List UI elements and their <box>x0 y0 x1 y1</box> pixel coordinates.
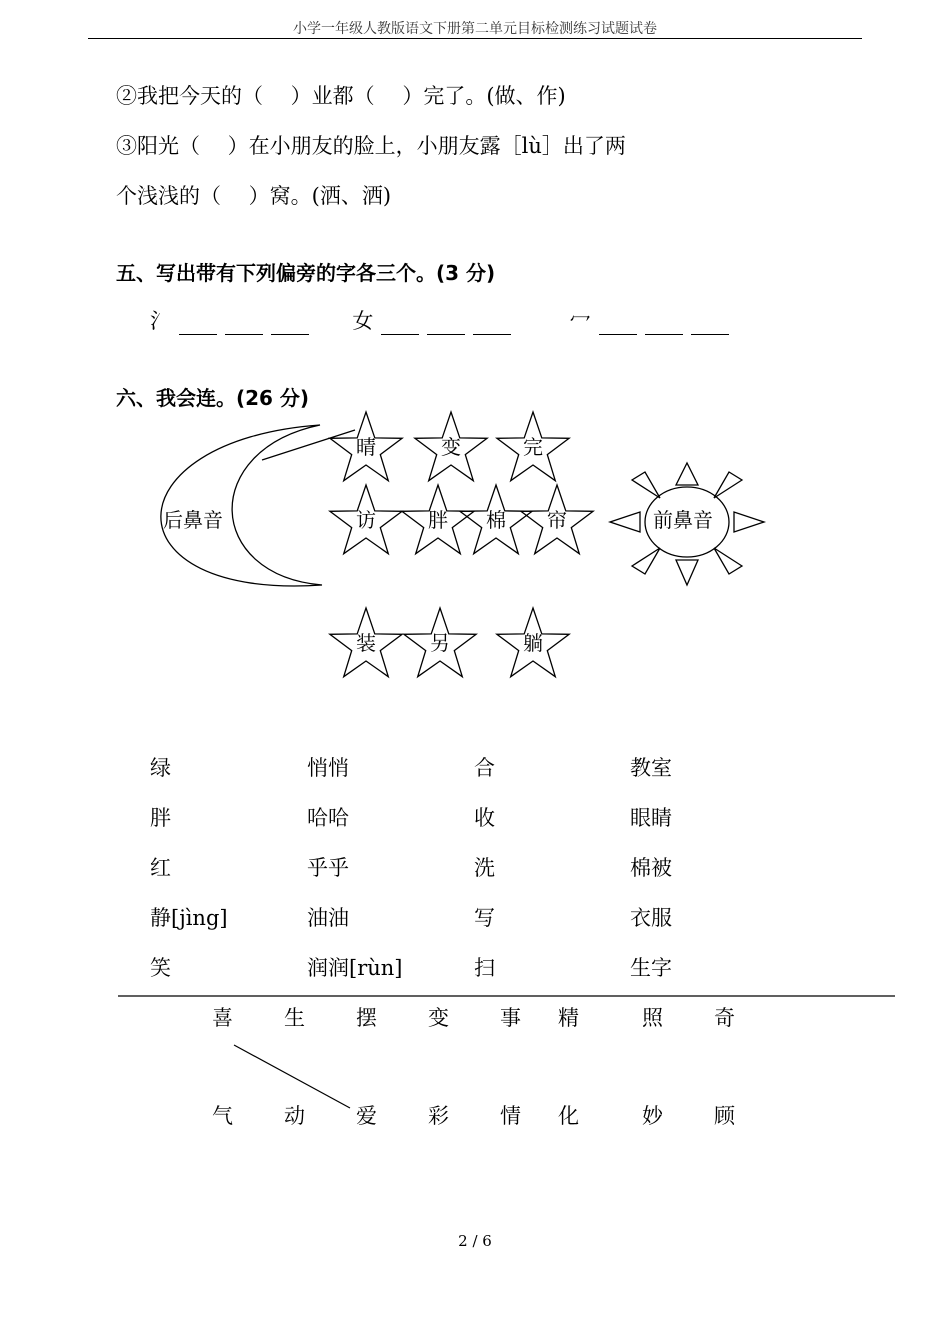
star-char-mid-2[interactable]: 棉 <box>486 508 506 532</box>
pair-word-bottom[interactable]: 顾 <box>714 1104 735 1128</box>
radical-2: 女 <box>352 309 374 333</box>
sun-ray <box>714 472 742 498</box>
table-cell[interactable]: 胖 <box>150 806 171 830</box>
section-5-title: 五、写出带有下列偏旁的字各三个。(3 分) <box>116 261 496 285</box>
table-cell[interactable]: 红 <box>150 856 171 880</box>
table-cell[interactable]: 衣服 <box>630 906 672 930</box>
table-cell[interactable]: 静[jìng] <box>150 906 228 930</box>
pair-word-top[interactable]: 照 <box>642 1006 663 1030</box>
table-cell[interactable]: 教室 <box>630 756 672 780</box>
table-cell[interactable]: 油油 <box>307 906 349 930</box>
pair-connector-line <box>234 1045 350 1108</box>
drawn-line <box>262 430 355 460</box>
sun-ray <box>714 548 742 574</box>
page-number: 2 / 6 <box>458 1232 492 1250</box>
pair-word-top[interactable]: 生 <box>284 1006 305 1030</box>
pair-word-top[interactable]: 喜 <box>212 1006 233 1030</box>
table-cell[interactable]: 润润[rùn] <box>307 956 403 980</box>
table-cell[interactable]: 洗 <box>474 856 495 880</box>
pair-word-bottom[interactable]: 彩 <box>428 1104 449 1128</box>
table-cell[interactable]: 写 <box>474 906 495 930</box>
table-cell[interactable]: 棉被 <box>630 856 672 880</box>
sun-ray <box>632 548 660 574</box>
pair-word-bottom[interactable]: 妙 <box>642 1104 663 1128</box>
question-2: ②我把今天的（ ）业都（ ）完了。(做、作) <box>116 84 566 108</box>
pair-word-top[interactable]: 变 <box>428 1006 449 1030</box>
table-cell[interactable]: 哈哈 <box>307 806 349 830</box>
pair-word-bottom[interactable]: 情 <box>500 1104 521 1128</box>
table-cell[interactable]: 笑 <box>150 956 171 980</box>
section-6-title: 六、我会连。(26 分) <box>116 386 310 410</box>
pair-word-bottom[interactable]: 动 <box>284 1104 305 1128</box>
pair-word-top[interactable]: 摆 <box>356 1006 377 1030</box>
star-char-bot-2[interactable]: 躺 <box>523 631 543 655</box>
star-char-top-0[interactable]: 晴 <box>356 435 376 459</box>
star-char-top-1[interactable]: 变 <box>441 435 461 459</box>
page-header: 小学一年级人教版语文下册第二单元目标检测练习试题试卷 <box>293 21 657 37</box>
sun-ray <box>676 560 698 585</box>
sun-label: 前鼻音 <box>653 508 713 532</box>
star-char-mid-3[interactable]: 帘 <box>547 508 567 532</box>
pair-word-bottom[interactable]: 气 <box>212 1104 233 1128</box>
sun-ray <box>676 463 698 485</box>
star-char-bot-0[interactable]: 装 <box>356 631 376 655</box>
pair-word-top[interactable]: 精 <box>558 1006 579 1030</box>
star-char-bot-1[interactable]: 另 <box>430 631 450 655</box>
table-cell[interactable]: 眼睛 <box>630 806 672 830</box>
question-3-line2: 个浅浅的（ ）窝。(洒、洒) <box>116 184 392 208</box>
table-cell[interactable]: 合 <box>474 756 495 780</box>
table-cell[interactable]: 悄悄 <box>307 756 349 780</box>
sun-ray <box>632 472 660 498</box>
table-cell[interactable]: 乎乎 <box>307 856 349 880</box>
moon-shape <box>161 425 322 586</box>
pair-word-bottom[interactable]: 化 <box>558 1104 579 1128</box>
question-3-line1: ③阳光（ ）在小朋友的脸上，小朋友露［lù］出了两 <box>116 134 626 158</box>
sun-ray <box>734 512 764 532</box>
star-char-top-2[interactable]: 完 <box>523 435 543 459</box>
pair-word-top[interactable]: 奇 <box>714 1006 735 1030</box>
pair-word-bottom[interactable]: 爱 <box>356 1104 377 1128</box>
radical-1: 氵 <box>150 309 171 333</box>
table-cell[interactable]: 收 <box>474 806 495 830</box>
star-char-mid-0[interactable]: 访 <box>356 508 376 532</box>
sun-ray <box>610 512 640 532</box>
stars-group <box>330 412 593 677</box>
table-cell[interactable]: 绿 <box>150 756 171 780</box>
pair-word-top[interactable]: 事 <box>500 1006 521 1030</box>
table-cell[interactable]: 扫 <box>474 956 495 980</box>
moon-label: 后鼻音 <box>163 508 223 532</box>
star-char-mid-1[interactable]: 胖 <box>428 508 448 532</box>
table-cell[interactable]: 生字 <box>630 956 672 980</box>
radical-3: 冖 <box>569 309 591 333</box>
